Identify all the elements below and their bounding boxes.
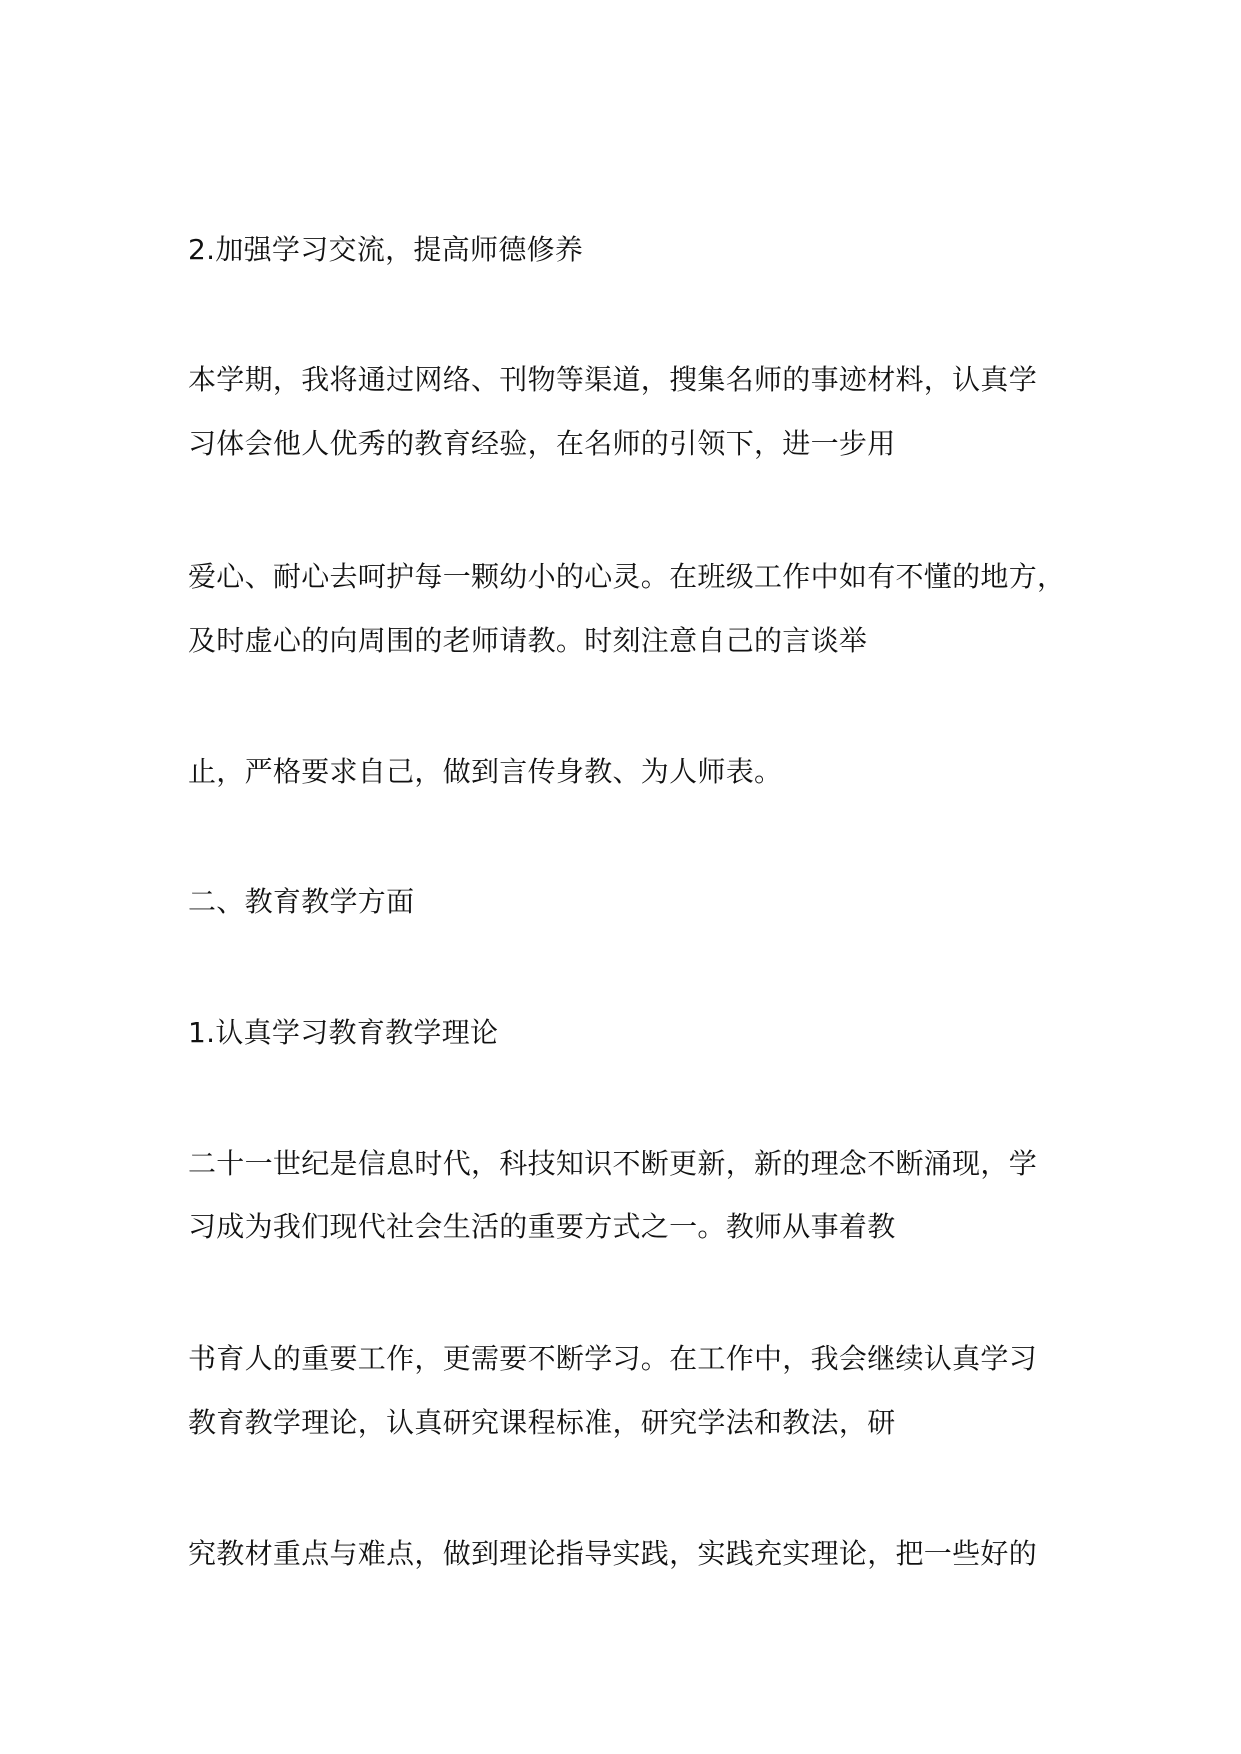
paragraph-line: 书育人的重要工作，更需要不断学习。在工作中，我会继续认真学习	[188, 1342, 1038, 1375]
heading-strengthen-learning: 2.加强学习交流，提高师德修养	[188, 233, 584, 266]
paragraph-line: 及时虚心的向周围的老师请教。时刻注意自己的言谈举	[188, 624, 868, 657]
section-heading-teaching: 二、教育教学方面	[188, 885, 415, 918]
paragraph-line: 爱心、耐心去呵护每一颗幼小的心灵。在班级工作中如有不懂的地方，	[188, 560, 1066, 593]
heading-study-theory: 1.认真学习教育教学理论	[188, 1016, 499, 1049]
paragraph-line: 止，严格要求自己，做到言传身教、为人师表。	[188, 755, 783, 788]
paragraph-line: 教育教学理论，认真研究课程标准，研究学法和教法，研	[188, 1406, 896, 1439]
paragraph-line: 究教材重点与难点，做到理论指导实践，实践充实理论，把一些好的	[188, 1537, 1038, 1570]
paragraph-line: 二十一世纪是信息时代，科技知识不断更新，新的理念不断涌现，学	[188, 1147, 1038, 1180]
paragraph-line: 习体会他人优秀的教育经验，在名师的引领下，进一步用	[188, 427, 896, 460]
paragraph-line: 本学期，我将通过网络、刊物等渠道，搜集名师的事迹材料，认真学	[188, 363, 1038, 396]
paragraph-line: 习成为我们现代社会生活的重要方式之一。教师从事着教	[188, 1210, 896, 1243]
